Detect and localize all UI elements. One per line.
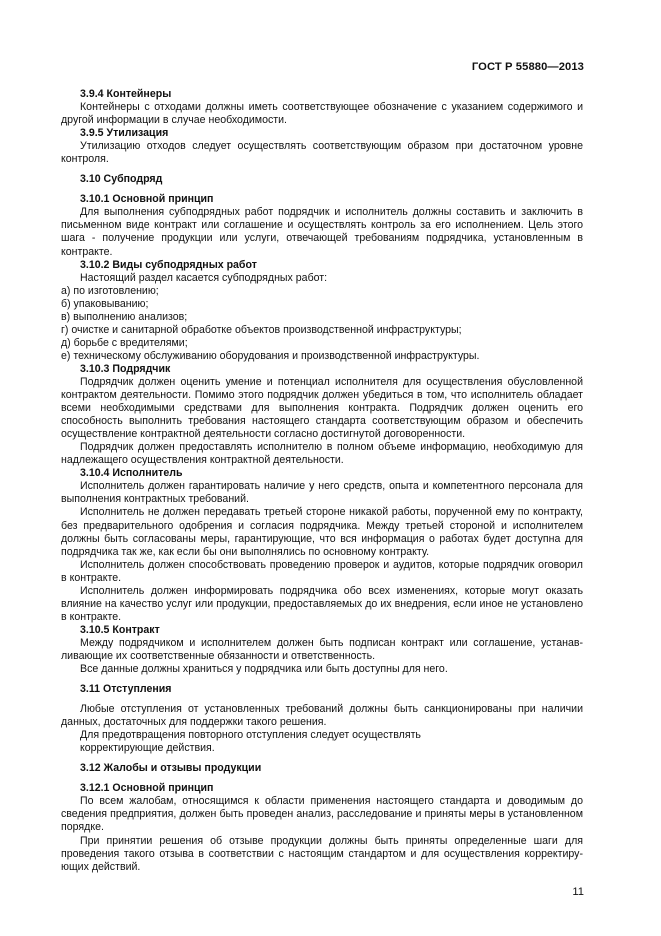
section-3-10-3-heading: 3.10.3 Подрядчик xyxy=(80,362,171,375)
standard-designation: ГОСТ Р 55880—2013 xyxy=(471,61,584,73)
section-3-10-4-heading: 3.10.4 Исполнитель xyxy=(80,467,183,480)
section-3-11-paragraph: Любые отступления от установленных требований должны быть санкционированы при наличии данных, достаточных для поддержки такого решения. xyxy=(61,703,583,729)
section-3-10-1-paragraph: Для выполнения субподрядных работ подрядчик и исполнитель должны составить и заключить в письменном виде контракт или соглашение и осуществлять контроль за его исполнением. Цель этого шага - получение продукции или услуги, отвечающей требованиям подрядчика, установленным в контракте. xyxy=(61,206,583,258)
section-3-11-paragraph: корректирующие действия. xyxy=(80,742,215,755)
section-3-10-5-heading: 3.10.5 Контракт xyxy=(80,623,160,636)
section-3-10-2-heading: 3.10.2 Виды субподрядных работ xyxy=(80,258,257,271)
section-3-10-3-paragraph: Подрядчик должен оценить умение и потенциал исполнителя для осуществления обусловленной контрактом деятельности. Помимо этого подрядчик должен убедиться в том, что исполнитель обладает всеми необходимыми средствами для выполнения контракта. Подрядчик должен оценить его способность выполнить требования настоящего стандарта соответствующим образом и обеспечить осуществление контрактной деятельности согласно достигнутой договоренности. xyxy=(61,375,583,441)
section-3-9-5-paragraph: Утилизацию отходов следует осуществлять соответствующим образом при достаточном уровне контроля. xyxy=(61,140,583,166)
section-3-11-paragraph: Для предотвращения повторного отступления следует осуществлять xyxy=(80,729,421,742)
section-3-12-1-heading: 3.12.1 Основной принцип xyxy=(80,782,214,795)
list-item: д) борьбе с вредителями; xyxy=(61,336,188,349)
section-3-12-1-paragraph: По всем жалобам, относящимся к области применения настоящего стандарта и доводимым до сведения предприятия, должен быть проведен анализ, расследование и приняты меры в установленном порядке. xyxy=(61,795,583,834)
section-3-12-heading: 3.12 Жалобы и отзывы продукции xyxy=(80,762,262,775)
section-3-10-3-paragraph: Подрядчик должен предоставлять исполнителю в полном объеме информацию, необходимую для надлежащего осуществления контрактной деятельности. xyxy=(61,441,583,467)
page-number: 11 xyxy=(572,886,584,898)
section-3-10-5-paragraph: Все данные должны храниться у подрядчика или быть доступны для него. xyxy=(80,663,448,676)
section-3-10-2-paragraph: Настоящий раздел касается субподрядных работ: xyxy=(80,271,328,284)
section-3-11-heading: 3.11 Отступления xyxy=(80,683,172,696)
section-3-10-5-paragraph: Между подрядчиком и исполнителем должен быть подписан контракт или соглашение, устанавливающие их соответственные обязанности и ответственность. xyxy=(61,636,583,662)
section-3-9-4-paragraph: Контейнеры с отходами должны иметь соответствующее обозначение с указанием содержимого и другой информации в случае необходимости. xyxy=(61,101,583,127)
list-item: г) очистке и санитарной обработке объектов производственной инфраструктуры; xyxy=(61,323,462,336)
list-item: а) по изготовлению; xyxy=(61,284,159,297)
section-3-10-1-heading: 3.10.1 Основной принцип xyxy=(80,193,214,206)
section-3-10-4-paragraph: Исполнитель должен способствовать проведению проверок и аудитов, которые подрядчик оговорил в контракте. xyxy=(61,558,583,584)
section-3-10-4-paragraph: Исполнитель не должен передавать третьей стороне никакой работы, порученной ему по контракту, без предварительного одобрения и согласия подрядчика. Между третьей стороной и исполнителем должны быть согласованы меры, гарантирующие, что вся информация о работах будет доступна для подрядчика так же, как если бы они выполнялись по основному контракту. xyxy=(61,506,583,558)
section-3-9-5-heading: 3.9.5 Утилизация xyxy=(80,127,169,140)
list-item: е) техническому обслуживанию оборудования и производственной инфраструктуры. xyxy=(61,349,480,362)
list-item: б) упаковыванию; xyxy=(61,297,149,310)
section-3-12-1-paragraph: При принятии решения об отзыве продукции должны быть приняты определенные шаги для проведения такого отзыва в соответствии с настоящим стандартом и для осуществления корректирующих действий. xyxy=(61,834,583,873)
document-body xyxy=(61,88,583,874)
section-3-10-heading: 3.10 Субподряд xyxy=(80,173,163,186)
list-item: в) выполнению анализов; xyxy=(61,310,188,323)
section-3-10-4-paragraph: Исполнитель должен гарантировать наличие у него средств, опыта и компетентного персонала для выполнения контрактных требований. xyxy=(61,480,583,506)
section-3-9-4-heading: 3.9.4 Контейнеры xyxy=(80,88,172,100)
section-3-10-4-paragraph: Исполнитель должен информировать подрядчика обо всех изменениях, которые могут оказать влияние на качество услуг или продукции, предоставляемых до их внедрения, если иное не установлено в контракте. xyxy=(61,584,583,623)
